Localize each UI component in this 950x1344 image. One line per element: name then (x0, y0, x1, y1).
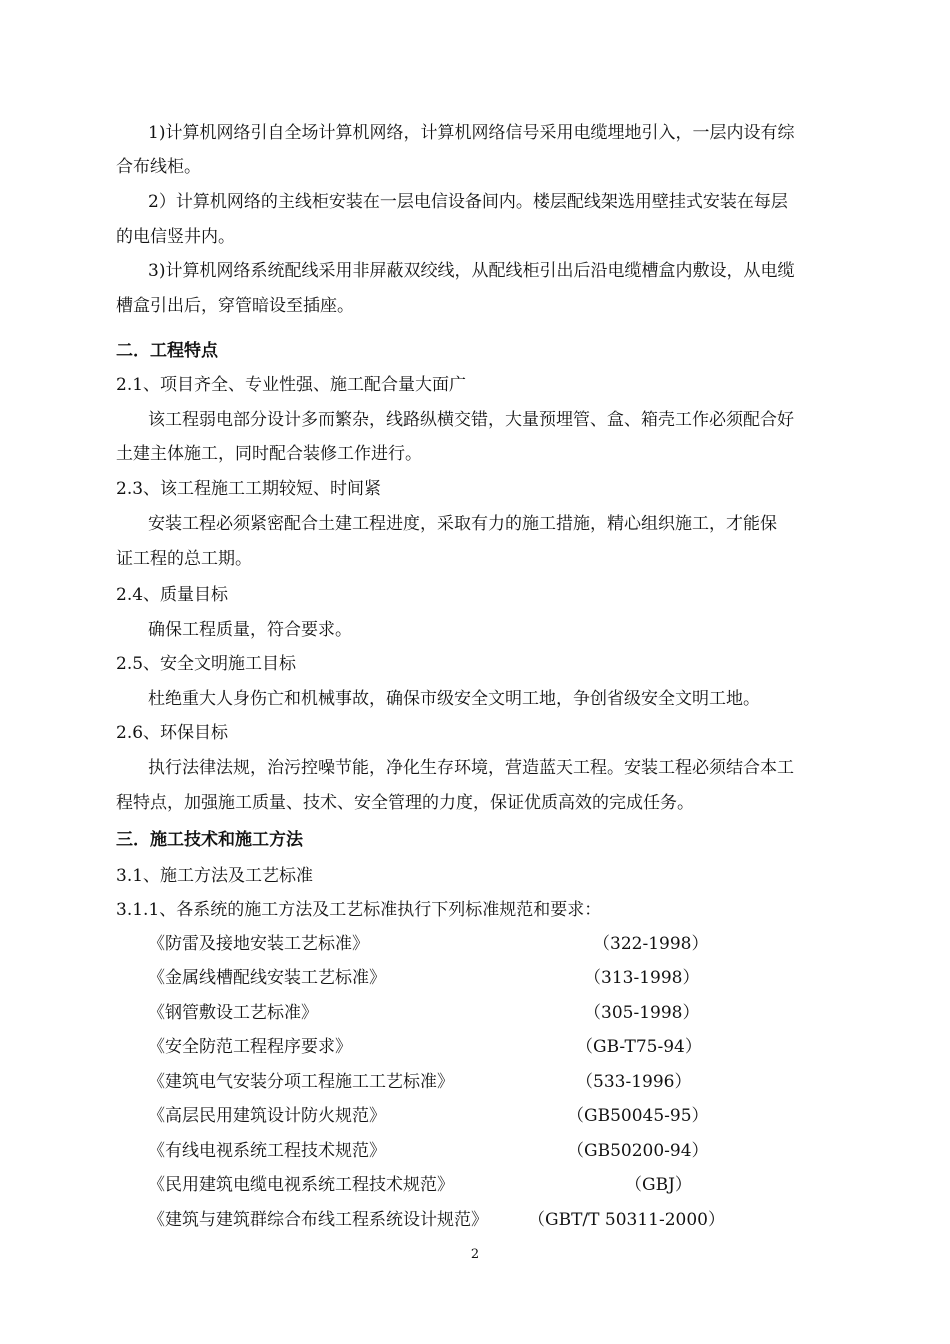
standard-code: （305-1998） (584, 1003, 700, 1023)
standard-code: （313-1998） (584, 968, 700, 988)
paragraph-line: 杜绝重大人身伤亡和机械事故，确保市级安全文明工地，争创省级安全文明工地。 (148, 689, 760, 709)
subsection-title: 2.4、质量目标 (116, 585, 229, 605)
paragraph-line: 土建主体施工，同时配合装修工作进行。 (116, 444, 422, 464)
section-heading: 二．工程特点 (116, 341, 218, 361)
subsection-title: 3.1.1、各系统的施工方法及工艺标准执行下列标准规范和要求： (116, 900, 602, 920)
paragraph-line: 执行法律法规，治污控噪节能，净化生存环境，营造蓝天工程。安装工程必须结合本工 (148, 758, 794, 778)
standard-name: 《有线电视系统工程技术规范》 (148, 1141, 386, 1161)
standard-code: （GBJ） (625, 1175, 692, 1195)
paragraph-line: 槽盒引出后，穿管暗设至插座。 (116, 296, 354, 316)
subsection-title: 2.1、项目齐全、专业性强、施工配合量大面广 (116, 375, 467, 395)
paragraph-line: 合布线柜。 (116, 157, 201, 177)
page-number: 2 (470, 1247, 480, 1262)
paragraph-line: 3)计算机网络系统配线采用非屏蔽双绞线，从配线柜引出后沿电缆槽盒内敷设，从电缆 (148, 261, 795, 281)
subsection-title: 2.5、安全文明施工目标 (116, 654, 297, 674)
standard-name: 《建筑电气安装分项工程施工工艺标准》 (148, 1072, 454, 1092)
paragraph-line: 证工程的总工期。 (116, 549, 252, 569)
subsection-title: 2.3、该工程施工工期较短、时间紧 (116, 479, 382, 499)
standard-name: 《金属线槽配线安装工艺标准》 (148, 968, 386, 988)
subsection-title: 2.6、环保目标 (116, 723, 229, 743)
standard-name: 《建筑与建筑群综合布线工程系统设计规范》 (148, 1210, 488, 1230)
standard-code: （322-1998） (593, 934, 709, 954)
paragraph-line: 该工程弱电部分设计多而繁杂，线路纵横交错，大量预埋管、盒、箱壳工作必须配合好 (148, 410, 794, 430)
paragraph-line: 的电信竖井内。 (116, 227, 235, 247)
standard-name: 《民用建筑电缆电视系统工程技术规范》 (148, 1175, 454, 1195)
standard-name: 《高层民用建筑设计防火规范》 (148, 1106, 386, 1126)
paragraph-line: 确保工程质量，符合要求。 (148, 620, 352, 640)
paragraph-line: 程特点，加强施工质量、技术、安全管理的力度，保证优质高效的完成任务。 (116, 793, 694, 813)
section-heading: 三．施工技术和施工方法 (116, 830, 303, 850)
paragraph-line: 安装工程必须紧密配合土建工程进度，采取有力的施工措施，精心组织施工，才能保 (148, 514, 777, 534)
standard-name: 《钢管敷设工艺标准》 (148, 1003, 318, 1023)
standard-code: （GB-T75-94） (576, 1037, 702, 1057)
standard-name: 《防雷及接地安装工艺标准》 (148, 934, 369, 954)
standard-code: （GB50045-95） (567, 1106, 709, 1126)
standard-code: （GBT/T 50311-2000） (528, 1210, 725, 1230)
paragraph-line: 1)计算机网络引自全场计算机网络，计算机网络信号采用电缆埋地引入，一层内设有综 (148, 123, 795, 143)
subsection-title: 3.1、施工方法及工艺标准 (116, 866, 314, 886)
standard-code: （533-1996） (576, 1072, 692, 1092)
standard-code: （GB50200-94） (567, 1141, 709, 1161)
standard-name: 《安全防范工程程序要求》 (148, 1037, 352, 1057)
paragraph-line: 2）计算机网络的主线柜安装在一层电信设备间内。楼层配线架选用壁挂式安装在每层 (148, 192, 788, 212)
